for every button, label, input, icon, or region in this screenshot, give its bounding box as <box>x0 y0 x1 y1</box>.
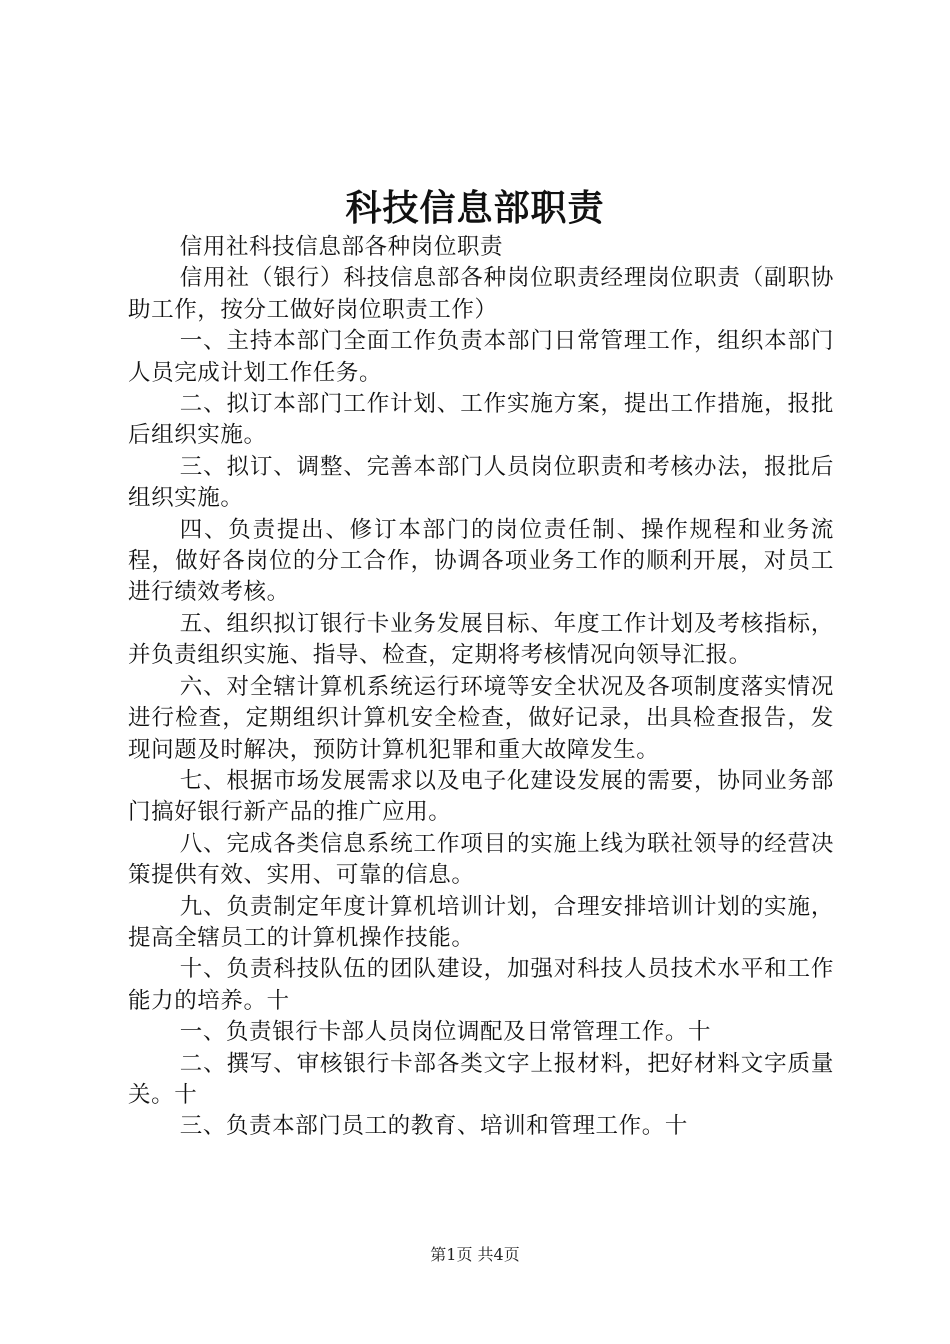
paragraph-item-11: 一、负责银行卡部人员岗位调配及日常管理工作。十 <box>179 1019 712 1046</box>
paragraph-item-10: 十、负责科技队伍的团队建设，加强对科技人员技术水平和工作能力的培养。十 <box>128 956 834 1014</box>
paragraph-item-8: 八、完成各类信息系统工作项目的实施上线为联社领导的经营决策提供有效、实用、可靠的信息。 <box>128 830 834 889</box>
document-title: 科技信息部职责 <box>345 187 605 229</box>
paragraph-item-3: 三、拟订、调整、完善本部门人员岗位职责和考核办法，报批后组织实施。 <box>128 453 834 512</box>
paragraph-subtitle: 信用社科技信息部各种岗位职责 <box>179 234 504 260</box>
paragraph-item-7: 七、根据市场发展需求以及电子化建设发展的需要，协同业务部门搞好银行新产品的推广应用。 <box>128 767 834 826</box>
page-number-footer: 第1页 共4页 <box>430 1245 520 1264</box>
paragraph-item-13: 三、负责本部门员工的教育、培训和管理工作。十 <box>179 1113 688 1140</box>
paragraph-intro: 信用社（银行）科技信息部各种岗位职责经理岗位职责（副职协助工作，按分工做好岗位职责工作） <box>128 265 834 323</box>
paragraph-item-9: 九、负责制定年度计算机培训计划，合理安排培训计划的实施，提高全辖员工的计算机操作技能。 <box>128 893 834 951</box>
paragraph-item-2: 二、拟订本部门工作计划、工作实施方案，提出工作措施，报批后组织实施。 <box>128 391 834 449</box>
document-body <box>128 232 834 1143</box>
paragraph-item-4: 四、负责提出、修订本部门的岗位责任制、操作规程和业务流程，做好各岗位的分工合作，协调各项业务工作的顺利开展，对员工进行绩效考核。 <box>128 516 834 606</box>
paragraph-item-12: 二、撰写、审核银行卡部各类文字上报材料，把好材料文字质量关。十 <box>128 1050 834 1108</box>
paragraph-item-6: 六、对全辖计算机系统运行环境等安全状况及各项制度落实情况进行检查，定期组织计算机安全检查，做好记录，出具检查报告，发现问题及时解决，预防计算机犯罪和重大故障发生。 <box>128 673 834 763</box>
paragraph-item-1: 一、主持本部门全面工作负责本部门日常管理工作，组织本部门人员完成计划工作任务。 <box>128 328 834 386</box>
paragraph-item-5: 五、组织拟订银行卡业务发展目标、年度工作计划及考核指标，并负责组织实施、指导、检查，定期将考核情况向领导汇报。 <box>128 610 834 669</box>
